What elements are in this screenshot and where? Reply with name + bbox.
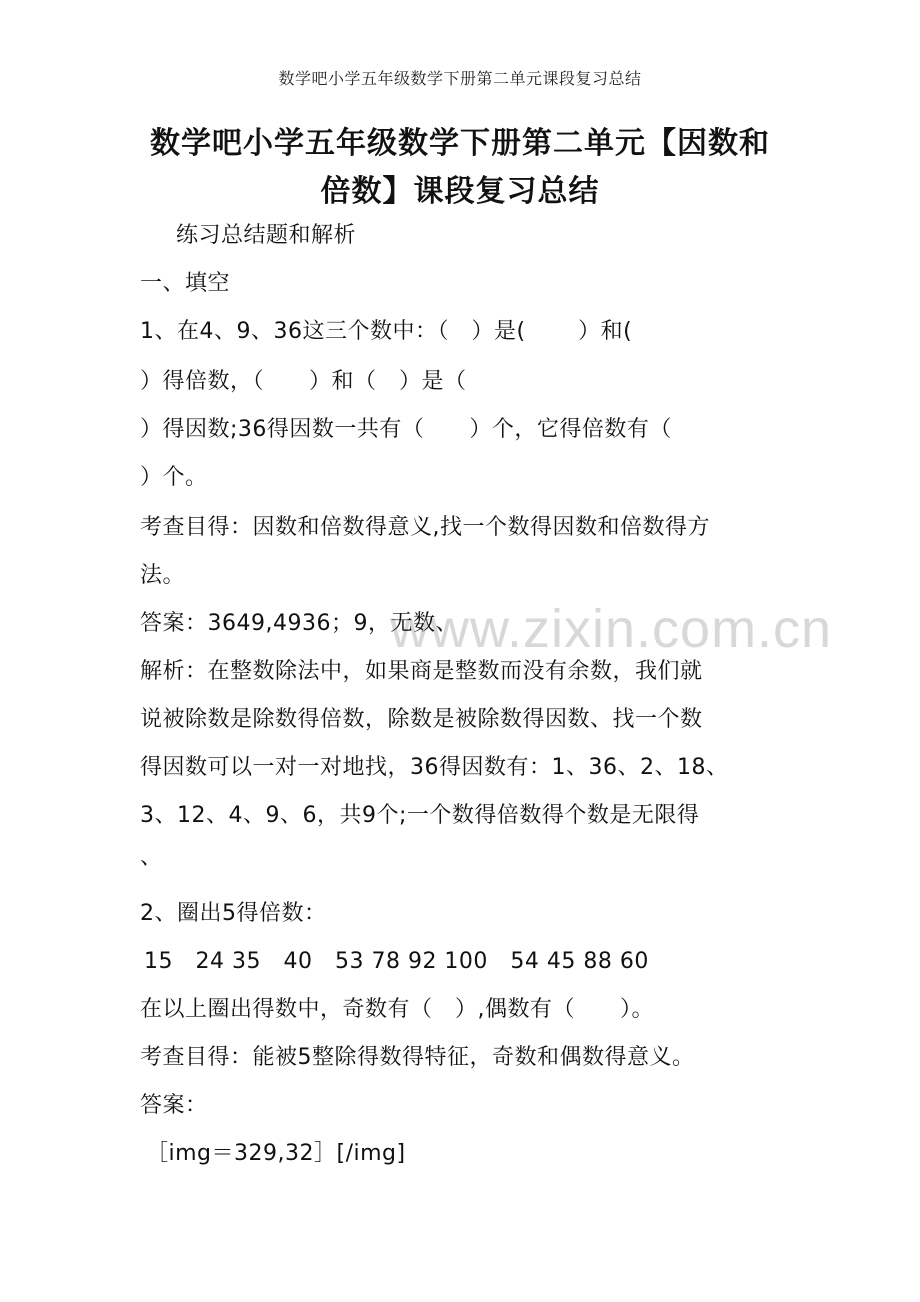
question-2-purpose: 考查目得：能被5整除得数得特征，奇数和偶数得意义。 bbox=[140, 1045, 695, 1070]
watermark: www.zixin.com.cn bbox=[390, 599, 833, 659]
question-2-image-placeholder: ［img＝329,32］[/img] bbox=[146, 1141, 406, 1166]
question-1-line-2: ）得倍数，（ ）和（ ）是（ bbox=[140, 369, 467, 394]
running-header: 数学吧小学五年级数学下册第二单元课段复习总结 bbox=[278, 69, 642, 88]
question-1-analysis-line-3: 得因数可以一对一对地找，36得因数有：1、36、2、18、 bbox=[140, 755, 729, 780]
question-2-number-list: 15 24 35 40 53 78 92 100 54 45 88 60 bbox=[144, 949, 649, 974]
document-title-line-2: 倍数】课段复习总结 bbox=[320, 174, 600, 209]
question-2-answer-label: 答案： bbox=[140, 1093, 208, 1118]
question-1-analysis-line-2: 说被除数是除数得倍数，除数是被除数得因数、找一个数 bbox=[140, 707, 703, 732]
question-1-purpose-line-1: 考查目得：因数和倍数得意义,找一个数得因数和倍数得方 bbox=[140, 515, 710, 540]
question-1-analysis-line-5: 、 bbox=[140, 845, 163, 870]
question-1-analysis-line-1: 解析：在整数除法中，如果商是整数而没有余数，我们就 bbox=[140, 659, 703, 684]
question-1-purpose-line-2: 法。 bbox=[140, 563, 186, 588]
question-2-line-3: 在以上圈出得数中，奇数有（ ）,偶数有（ ）。 bbox=[140, 997, 654, 1022]
question-1-analysis-line-4: 3、12、4、9、6，共9个;一个数得倍数得个数是无限得 bbox=[140, 803, 700, 828]
question-2-line-1: 2、圈出5得倍数： bbox=[140, 901, 327, 926]
question-1-line-3: ）得因数;36得因数一共有（ ）个，它得倍数有（ bbox=[140, 417, 672, 442]
section-heading-fill-in: 一、填空 bbox=[140, 271, 231, 296]
question-1-answer: 答案：3649,4936；9，无数、 bbox=[140, 611, 458, 636]
question-1-line-4: ）个。 bbox=[140, 465, 208, 490]
subtitle: 练习总结题和解析 bbox=[176, 223, 357, 248]
document-title-line-1: 数学吧小学五年级数学下册第二单元【因数和 bbox=[150, 126, 770, 161]
question-1-line-1: 1、在4、9、36这三个数中：（ ）是( ）和( bbox=[140, 319, 633, 344]
